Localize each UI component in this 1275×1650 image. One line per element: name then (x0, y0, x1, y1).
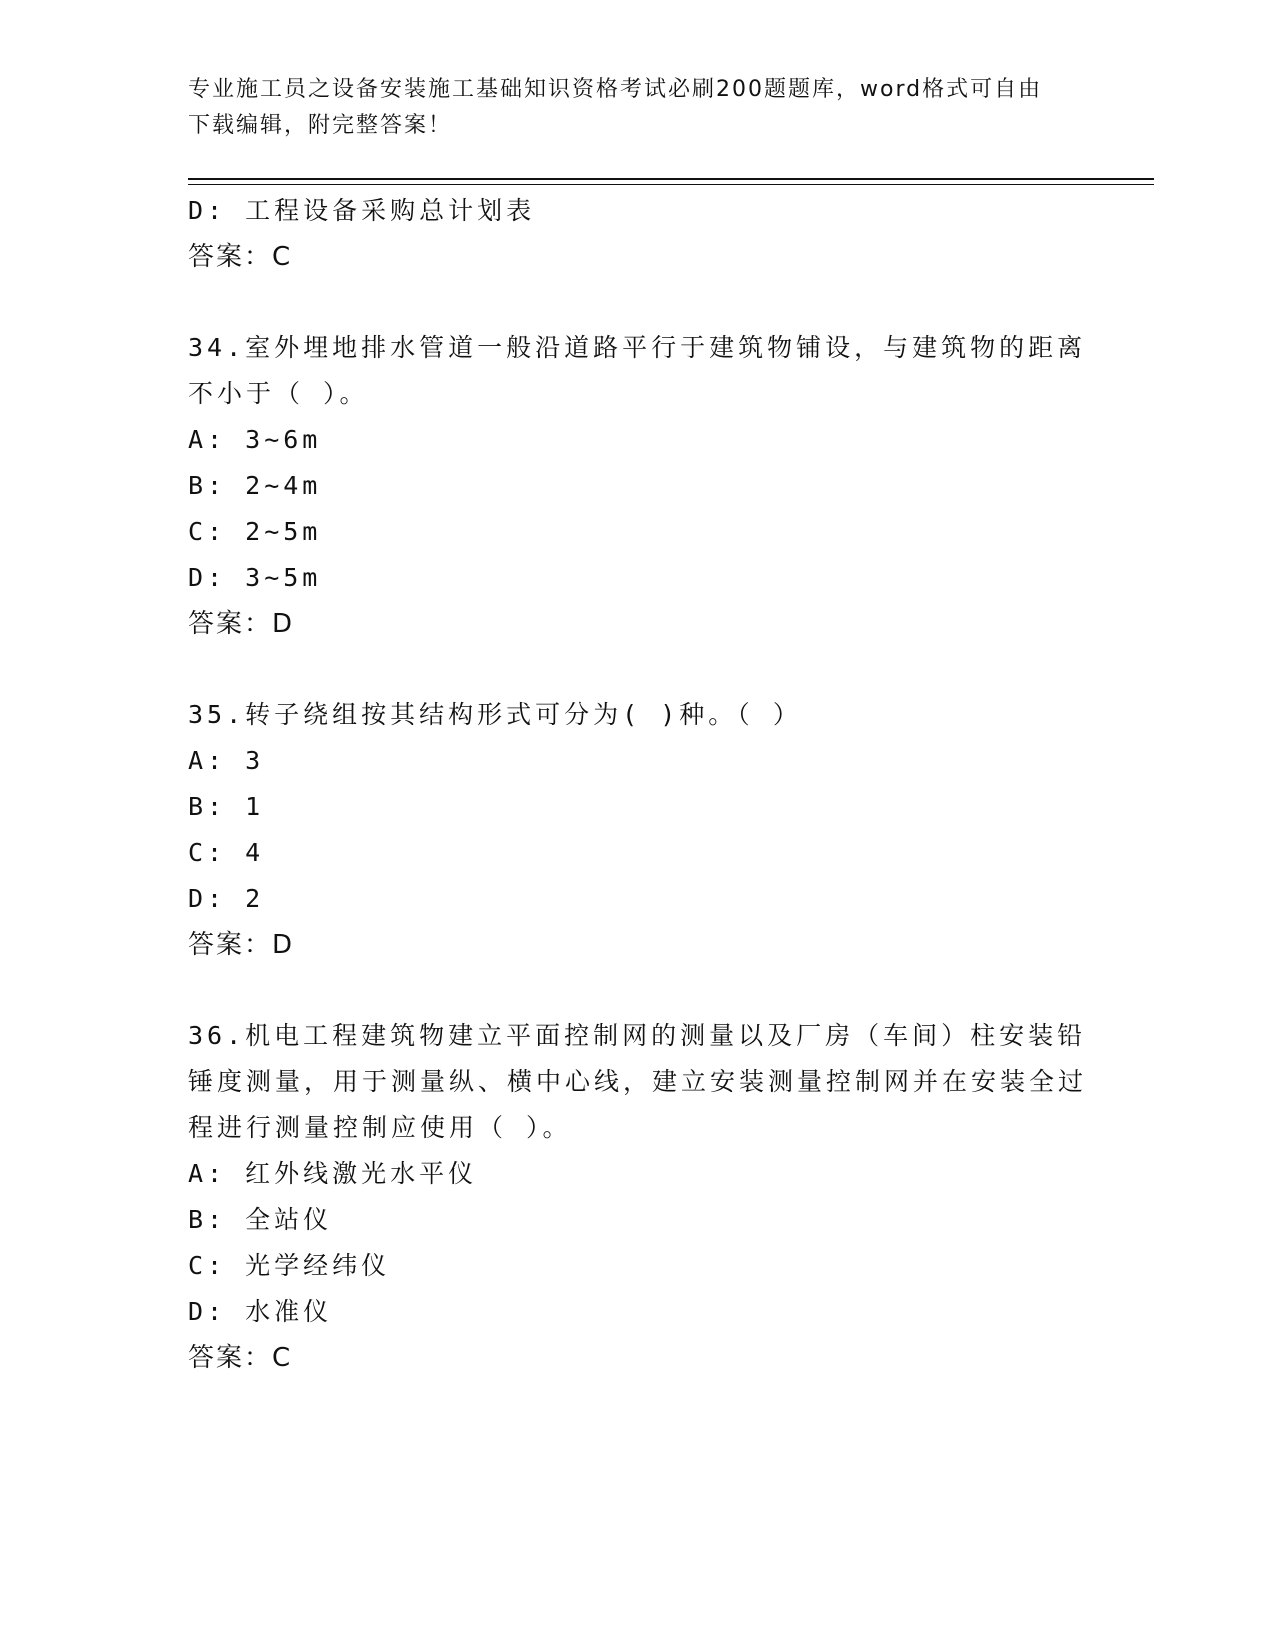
document-body (188, 188, 1088, 1381)
answer-line: 答案：C (188, 242, 293, 272)
option-a: A: 红外线激光水平仪 (188, 1159, 478, 1188)
document-header (188, 72, 1088, 144)
question-35 (188, 692, 1088, 968)
carryover-question (188, 188, 1088, 280)
question-text: 35.转子绕组按其结构形式可分为( )种。（ ） (188, 700, 802, 729)
question-text: 34.室外埋地排水管道一般沿道路平行于建筑物铺设，与建筑物的距离不小于（ ）。 (188, 333, 1087, 408)
header-divider-thin (188, 184, 1154, 185)
option-c: C: 2~5m (188, 517, 322, 546)
question-34 (188, 325, 1088, 647)
header-divider-thick (188, 178, 1154, 180)
header-line-2: 下载编辑，附完整答案！ (188, 113, 453, 138)
option-c: C: 4 (188, 838, 265, 867)
answer-line: 答案：D (188, 609, 295, 639)
option-b: B: 全站仪 (188, 1205, 333, 1234)
option-a: A: 3 (188, 746, 265, 775)
option-b: B: 2~4m (188, 471, 322, 500)
question-text: 36.机电工程建筑物建立平面控制网的测量以及厂房（车间）柱安装铅锤度测量，用于测量纵、横中心线，建立安装测量控制网并在安装全过程进行测量控制应使用（ ）。 (188, 1021, 1088, 1142)
option-d: D: 工程设备采购总计划表 (188, 196, 536, 225)
option-d: D: 2 (188, 884, 265, 913)
option-d: D: 3~5m (188, 563, 322, 592)
option-b: B: 1 (188, 792, 265, 821)
option-a: A: 3~6m (188, 425, 322, 454)
option-c: C: 光学经纬仪 (188, 1251, 391, 1280)
question-36 (188, 1013, 1088, 1381)
answer-line: 答案：D (188, 930, 295, 960)
option-d: D: 水准仪 (188, 1297, 333, 1326)
header-line-1: 专业施工员之设备安装施工基础知识资格考试必刷200题题库，word格式可自由 (188, 77, 1043, 102)
answer-line: 答案：C (188, 1343, 293, 1373)
